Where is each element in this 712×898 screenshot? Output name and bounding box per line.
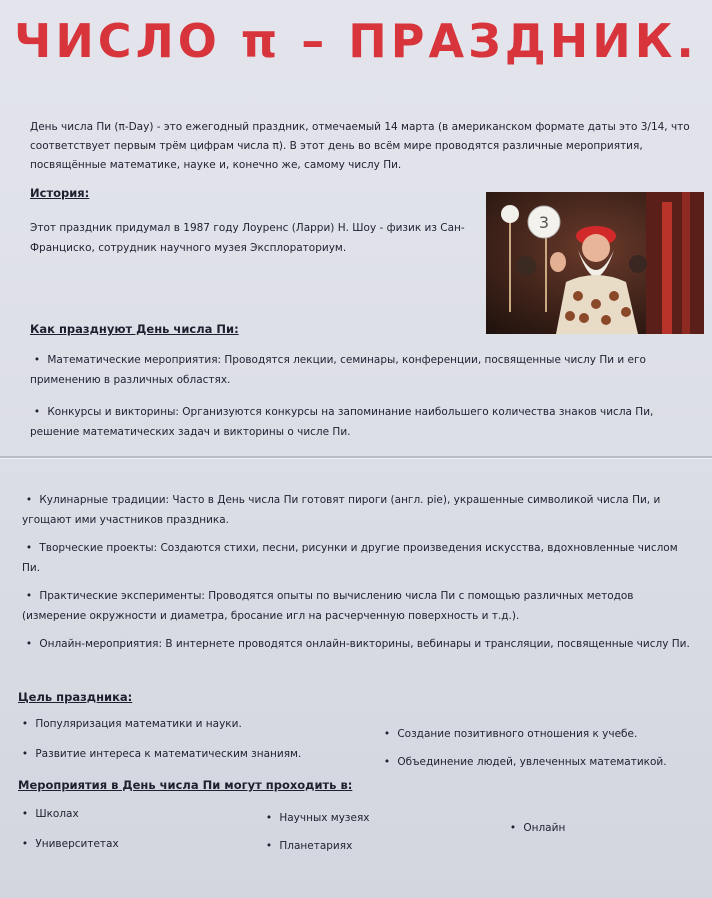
bullet: • [383, 728, 391, 740]
event-place-text: Планетариях [279, 840, 353, 852]
event-place [262, 840, 352, 852]
bullet: • [21, 838, 29, 850]
goal-item [18, 718, 242, 730]
page-divider [0, 456, 712, 458]
event-place [18, 808, 79, 820]
person-with-pi-sign-photo-icon [486, 192, 704, 334]
goal-item [18, 748, 301, 760]
bullet: • [33, 354, 41, 366]
history-text: Этот праздник придумал в 1987 году Лоуренс (Ларри) Н. Шоу - физик из Сан-Франциско, сотрудник научного музея Эксплораториум. [30, 222, 465, 254]
bullet: • [25, 542, 33, 554]
bullet: • [21, 808, 29, 820]
events-heading: Мероприятия в День числа Пи могут проходить в: [18, 778, 353, 792]
list-item-text: Творческие проекты: Создаются стихи, песни, рисунки и другие произведения искусства, вдохновленные числом Пи. [22, 542, 678, 574]
goal-item-text: Создание позитивного отношения к учебе. [397, 728, 638, 740]
bullet: • [265, 812, 273, 824]
bullet: • [25, 494, 33, 506]
how-list-top [30, 350, 694, 454]
event-place-text: Онлайн [523, 822, 566, 834]
goal-item-text: Популяризация математики и науки. [35, 718, 242, 730]
history-heading: История: [30, 186, 90, 200]
list-item [22, 634, 694, 654]
bullet: • [25, 638, 33, 650]
list-item [22, 586, 694, 626]
goal-item [380, 728, 637, 740]
list-item-text: Онлайн-мероприятия: В интернете проводятся онлайн-викторины, вебинары и трансляции, посвященные числу Пи. [39, 638, 690, 650]
list-item-text: Кулинарные традиции: Часто в День числа Пи готовят пироги (англ. pie), украшенные символикой числа Пи, и угощают ими участников праздника. [22, 494, 661, 526]
bullet: • [33, 406, 41, 418]
event-place [506, 822, 565, 834]
svg-text:3: 3 [538, 213, 550, 232]
goal-item-text: Объединение людей, увлеченных математикой. [397, 756, 667, 768]
bullet: • [21, 748, 29, 760]
event-place-text: Школах [35, 808, 79, 820]
page-title: ЧИСЛО π – ПРАЗДНИК. [14, 14, 698, 68]
event-place [262, 812, 370, 824]
list-item-text: Практические эксперименты: Проводятся опыты по вычислению числа Пи с помощью различных методов (измерение окружности и диаметра, бросание игл на расчерченную поверхность и т.д.). [22, 590, 634, 622]
how-list-bottom [22, 490, 694, 662]
larry-shaw-photo [486, 192, 704, 334]
intro-paragraph: День числа Пи (π-Day) - это ежегодный праздник, отмечаемый 14 марта (в американском формате даты это 3/14, что соответствует первым трём цифрам числа π). В этот день во всём мире проводятся различные мероприятия, посвящённые математике, науке и, конечно же, самому числу Пи. [30, 121, 690, 171]
bullet: • [25, 590, 33, 602]
list-item [22, 538, 694, 578]
list-item [30, 402, 694, 442]
bullet: • [265, 840, 273, 852]
bullet: • [21, 718, 29, 730]
list-item [30, 350, 694, 390]
goal-item [380, 756, 667, 768]
goal-item-text: Развитие интереса к математическим знаниям. [35, 748, 302, 760]
list-item-text: Конкурсы и викторины: Организуются конкурсы на запоминание наибольшего количества знаков числа Пи, решение математических задач и викторины о числе Пи. [30, 406, 654, 438]
event-place [18, 838, 119, 850]
list-item [22, 490, 694, 530]
goal-heading: Цель праздника: [18, 690, 133, 704]
event-place-text: Научных музеях [279, 812, 370, 824]
bullet: • [383, 756, 391, 768]
bullet: • [509, 822, 517, 834]
how-heading: Как празднуют День числа Пи: [30, 322, 239, 336]
event-place-text: Университетах [35, 838, 119, 850]
list-item-text: Математические мероприятия: Проводятся лекции, семинары, конференции, посвященные числу Пи и его применению в различных областях. [30, 354, 646, 386]
